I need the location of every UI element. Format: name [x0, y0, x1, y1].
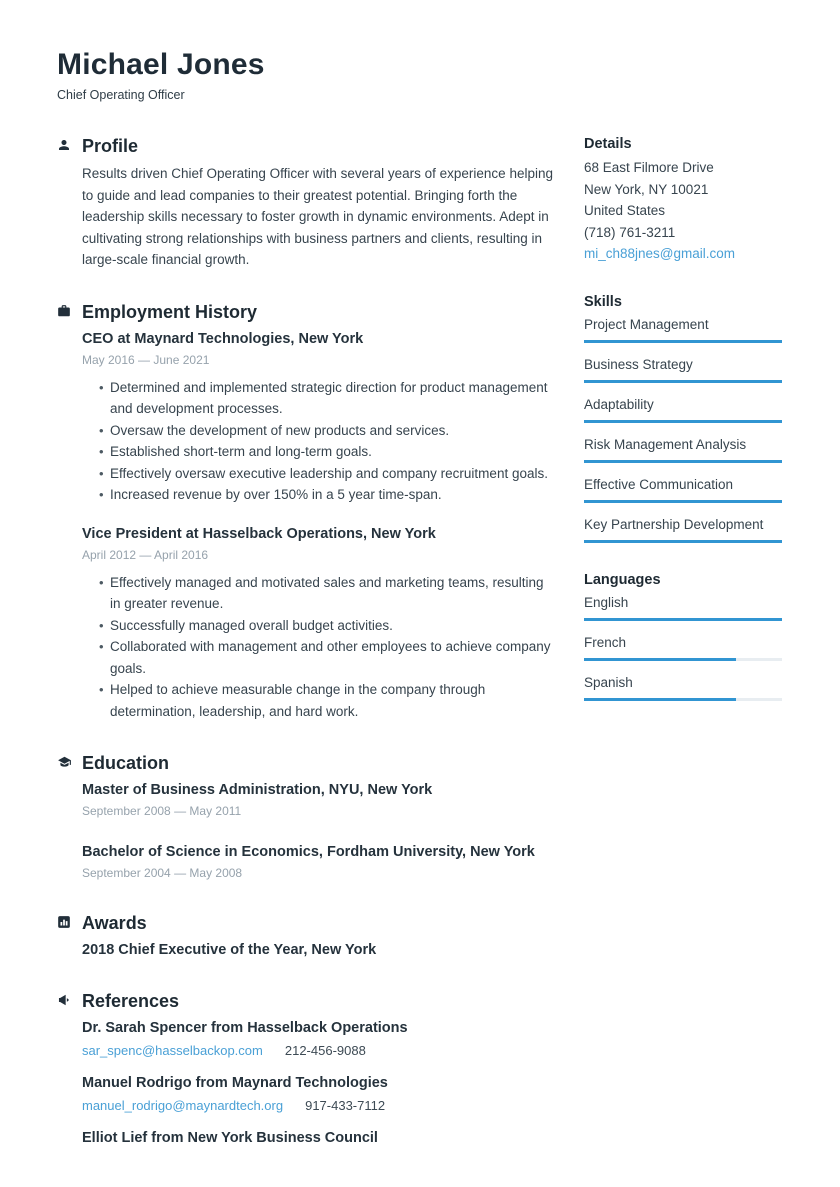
job-title: Vice President at Hasselback Operations, New York: [82, 525, 436, 542]
reference-contact: [82, 1096, 554, 1116]
skill-label: Business Strategy: [584, 356, 693, 372]
bullet-dot: •: [99, 682, 104, 697]
skill-bar-track: [584, 540, 782, 543]
job-bullet-list: [82, 377, 554, 506]
language-bar-fill: [584, 698, 736, 701]
address-line1: 68 East Filmore Drive: [584, 160, 714, 175]
job-bullet: [82, 377, 554, 420]
bullet-dot: •: [99, 574, 104, 590]
skills-section: [584, 292, 782, 543]
email-link[interactable]: mi_ch88jnes@gmail.com: [584, 246, 736, 261]
reference-email-link[interactable]: manuel_rodrigo@maynardtech.org: [82, 1098, 284, 1113]
awards-list: [82, 940, 554, 960]
skill-bar-fill: [584, 540, 782, 543]
skill-item: [584, 515, 782, 543]
awards-section: [57, 911, 554, 960]
reference-entry: [82, 1073, 554, 1116]
employment-section: [57, 300, 554, 723]
education-section: [57, 751, 554, 882]
language-item: [584, 633, 782, 661]
bullet-text: Collaborated with management and other employees to achieve company goals.: [110, 639, 551, 676]
bullet-dot: •: [99, 465, 104, 481]
skill-item: [584, 315, 782, 343]
awards-heading: Awards: [82, 913, 147, 933]
profile-section: [57, 134, 554, 271]
profile-heading: Profile: [82, 136, 139, 156]
skill-item: [584, 395, 782, 423]
references-heading: References: [82, 991, 180, 1011]
reference-phone: 917-433-7112: [305, 1098, 386, 1113]
briefcase-icon: [57, 300, 82, 329]
resume-header: [57, 48, 782, 102]
bar-chart-icon: [57, 911, 82, 940]
bullet-dot: •: [99, 639, 104, 654]
skill-label: Key Partnership Development: [584, 516, 764, 532]
bullet-text: Effectively oversaw executive leadership and company recruitment goals.: [110, 465, 548, 481]
education-title: Master of Business Administration, NYU, New York: [82, 782, 433, 798]
bullet-dot: •: [99, 617, 104, 633]
job-bullet: [82, 615, 554, 637]
bullet-text: Oversaw the development of new products and services.: [110, 422, 450, 438]
bullet-text: Established short-term and long-term goals.: [110, 444, 372, 459]
details-heading: Details: [584, 136, 632, 152]
education-heading: Education: [82, 753, 170, 773]
reference-name: Dr. Sarah Spencer from Hasselback Operations: [82, 1020, 408, 1036]
job-bullet: [82, 463, 554, 485]
skill-label: Adaptability: [584, 396, 654, 412]
bullet-text: Determined and implemented strategic direction for product management and development processes.: [110, 379, 548, 416]
address-line2: New York, NY 10021: [584, 181, 709, 197]
phone-number: (718) 761-3211: [584, 224, 676, 240]
reference-phone: 212-456-9088: [284, 1043, 366, 1058]
skill-bar-fill: [584, 340, 782, 343]
bullet-dot: •: [99, 487, 104, 502]
job-entry: [82, 329, 554, 506]
reference-entry: [82, 1018, 554, 1061]
profile-text: Results driven Chief Operating Officer with several years of experience helping to guide and lead companies to their greatest potential. Bringing forth the leadership skills necessary to foster growth in dynamic environments. Adept in cultivating strong relationships with business partners and clients, resulting in large-scale financial growth.: [82, 166, 553, 267]
skill-bar-fill: [584, 460, 782, 463]
employment-list: [82, 329, 554, 723]
job-bullet-list: [82, 572, 554, 723]
award-entry: [82, 940, 554, 960]
skill-bar-fill: [584, 500, 782, 503]
reference-entry: [82, 1128, 554, 1148]
language-bar-track: [584, 698, 782, 701]
award-title: 2018 Chief Executive of the Year, New York: [82, 942, 377, 958]
skill-label: Effective Communication: [584, 476, 734, 492]
skill-bar-track: [584, 380, 782, 383]
reference-email-link[interactable]: sar_spenc@hasselbackop.com: [82, 1043, 263, 1058]
bullet-text: Successfully managed overall budget activities.: [110, 617, 393, 633]
language-bar-track: [584, 618, 782, 621]
education-list: [82, 780, 554, 882]
skill-item: [584, 355, 782, 383]
bullet-dot: •: [99, 444, 104, 459]
job-bullet: [82, 636, 554, 679]
candidate-name: Michael Jones: [57, 48, 265, 81]
job-title: CEO at Maynard Technologies, New York: [82, 330, 364, 347]
skill-label: Risk Management Analysis: [584, 436, 747, 452]
reference-contact: [82, 1041, 554, 1061]
job-bullet: [82, 441, 554, 463]
main-column: [57, 134, 554, 1187]
languages-section: [584, 570, 782, 701]
language-item: [584, 673, 782, 701]
language-bar-track: [584, 658, 782, 661]
graduation-cap-icon: [57, 751, 82, 780]
megaphone-icon: [57, 989, 82, 1018]
language-label: Spanish: [584, 674, 633, 690]
sidebar-column: [584, 134, 782, 1187]
skill-bar-track: [584, 460, 782, 463]
address-country: United States: [584, 203, 666, 218]
job-bullet: [82, 420, 554, 442]
candidate-title: Chief Operating Officer: [57, 88, 185, 102]
employment-heading: Employment History: [82, 301, 258, 322]
bullet-text: Increased revenue by over 150% in a 5 year time-span.: [110, 487, 442, 502]
job-bullet: [82, 484, 554, 506]
languages-list: [584, 593, 782, 701]
skill-label: Project Management: [584, 316, 709, 332]
language-item: [584, 593, 782, 621]
skills-list: [584, 315, 782, 543]
reference-name: Manuel Rodrigo from Maynard Technologies: [82, 1075, 388, 1091]
skill-bar-track: [584, 420, 782, 423]
job-bullet: [82, 572, 554, 615]
details-section: [584, 134, 782, 265]
job-dates: May 2016 — June 2021: [82, 352, 210, 367]
education-dates: September 2004 — May 2008: [82, 866, 243, 880]
person-icon: [57, 134, 82, 163]
education-title: Bachelor of Science in Economics, Fordham University, New York: [82, 844, 535, 860]
references-section: [57, 989, 554, 1160]
language-label: English: [584, 594, 629, 610]
language-bar-fill: [584, 658, 736, 661]
skill-item: [584, 475, 782, 503]
bullet-text: Effectively managed and motivated sales and marketing teams, resulting in greater revenue.: [110, 574, 544, 611]
bullet-dot: •: [99, 379, 104, 395]
skill-bar-fill: [584, 380, 782, 383]
skill-bar-track: [584, 500, 782, 503]
education-dates: September 2008 — May 2011: [82, 804, 242, 818]
education-entry: [82, 780, 554, 820]
bullet-dot: •: [99, 422, 104, 438]
bullet-text: Helped to achieve measurable change in the company through determination, leadership, and hard work.: [110, 682, 486, 719]
job-entry: [82, 524, 554, 723]
job-dates: April 2012 — April 2016: [82, 547, 209, 562]
education-entry: [82, 842, 554, 882]
language-label: French: [584, 634, 627, 650]
reference-name: Elliot Lief from New York Business Council: [82, 1130, 378, 1146]
skill-item: [584, 435, 782, 463]
skill-bar-fill: [584, 420, 782, 423]
languages-heading: Languages: [584, 571, 661, 588]
skill-bar-track: [584, 340, 782, 343]
references-list: [82, 1018, 554, 1160]
content-columns: [57, 134, 782, 1187]
skills-heading: Skills: [584, 293, 622, 310]
language-bar-fill: [584, 618, 782, 621]
job-bullet: [82, 679, 554, 722]
